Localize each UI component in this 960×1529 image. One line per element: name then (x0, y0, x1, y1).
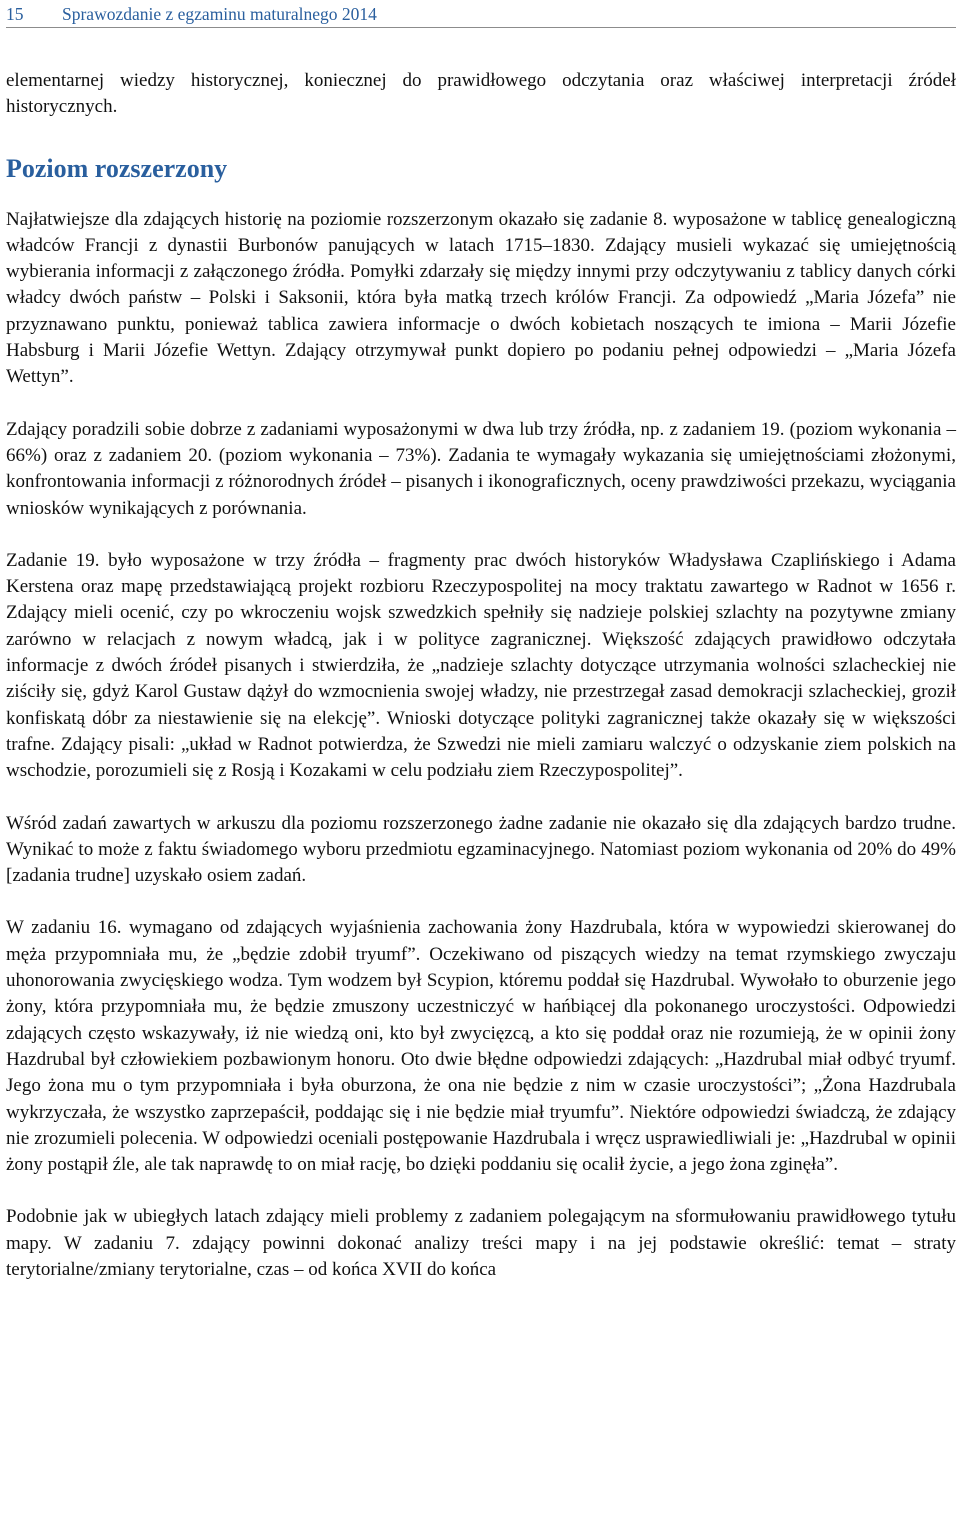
paragraph-task-16: W zadaniu 16. wymagano od zdających wyjaśnienia zachowania żony Hazdrubala, która w wypowiedzi skierowanej do męża przypomniała mu, że „będzie zdobił tryumf”. Oczekiwano od piszących wiedzy na temat rzymskiego zwyczaju uhonorowania zwycięskiego wodza. Tym wodzem był Scypion, któremu poddał się Hazdrubal. Wywołało to oburzenie jego żony, która przypomniała mu, że będzie zmuszony uczestniczyć w hańbiącej dla pokonanego uroczystości. Odpowiedzi zdających często wskazywały, iż nie wiedzą oni, kto był zwycięzcą, a kto się poddał oraz nie rozumieją, że w opinii żony Hazdrubal był człowiekiem pozbawionym honoru. Oto dwie błędne odpowiedzi zdających: „Hazdrubal miał odbyć tryumf. Jego żona mu o tym przypomniała i była oburzona, że ona nie będzie z nim w czasie uroczystości”; „Żona Hazdrubala wykrzyczała, że wszystko zaprzepaścił, poddając się i nie będzie miał tryumfu”. Niektóre odpowiedzi świadczą, że zdający nie zrozumieli polecenia. W odpowiedzi oceniali postępowanie Hazdrubala i wręcz usprawiedliwiali je: „Hazdrubal w opinii żony postąpił źle, ale tak naprawdę to on miał rację, bo dzięki poddaniu się ocalił życie, a jego żona zginęła”. (6, 917, 956, 1176)
paragraph-task-7: Podobnie jak w ubiegłych latach zdający mieli problemy z zadaniem polegającym na sformułowaniu prawidłowego tytułu mapy. W zadaniu 7. zdający powinni dokonać analizy treści mapy i na jej podstawie określić: temat – straty terytorialne/zmiany terytorialne, czas – od końca XVII do końca (6, 1206, 956, 1280)
document-body (6, 68, 956, 1283)
page-number: 15 (6, 4, 24, 24)
running-header (6, 0, 956, 28)
paragraph-difficulty: Wśród zadań zawartych w arkuszu dla poziomu rozszerzonego żadne zadanie nie okazało się dla zdających bardzo trudne. Wynikać to może z faktu świadomego wyboru przedmiotu egzaminacyjnego. Natomiast poziom wykonania od 20% do 49% [zadania trudne] uzyskało osiem zadań. (6, 812, 956, 887)
paragraph-task-19: Zadanie 19. było wyposażone w trzy źródła – fragmenty prac dwóch historyków Władysława Czaplińskiego i Adama Kerstena oraz mapę przedstawiającą projekt rozbioru Rzeczypospolitej na mocy traktatu zawartego w Radnot w 1656 r. Zdający mieli ocenić, czy po wkroczeniu wojsk szwedzkich spełniły się nadzieje polskiej szlachty na pozytywne zmiany zarówno w relacjach z nowym władcą, jak i w polityce zagranicznej. Większość zdających prawidłowo odczytała informacje z dwóch źródeł pisanych i stwierdziła, że „nadzieje szlachty dotyczące utrzymania wolności szlacheckiej nie ziściły się, gdyż Karol Gustaw dążył do wzmocnienia swojej władzy, nie przestrzegał zasad demokracji szlacheckiej, groził konfiskatą dóbr za niestawienie się na elekcję”. Wnioski dotyczące polityki zagranicznej także okazały się w większości trafne. Zdający pisali: „układ w Radnot potwierdza, że Szwedzi nie mieli zamiaru walczyć o odzyskanie ziem polskich na wschodzie, porozumieli się z Rosją i Kozakami w celu podziału ziem Rzeczypospolitej”. (6, 549, 956, 782)
document-page (6, 0, 956, 1283)
paragraph-tasks-19-20: Zdający poradzili sobie dobrze z zadaniami wyposażonymi w dwa lub trzy źródła, np. z zadaniem 19. (poziom wykonania – 66%) oraz z zadaniem 20. (poziom wykonania – 73%). Zadania te wymagały wykazania się umiejętnościami złożonymi, konfrontowania informacji z różnorodnych źródeł – pisanych i ikonograficznych, oceny prawdziwości przekazu, wyciągania wniosków wynikających z porównania. (6, 418, 956, 519)
paragraph-task-8: Najłatwiejsze dla zdających historię na poziomie rozszerzonym okazało się zadanie 8. wyposażone w tablicę genealogiczną władców Francji z dynastii Burbonów panujących w latach 1715–1830. Zdający musieli wykazać się umiejętnością wybierania informacji z załączonego źródła. Pomyłki zdarzały się między innymi przy odczytywaniu z tablicy danych córki władcy dwóch państw – Polski i Saksonii, która była matką trzech królów Francji. Za odpowiedź „Maria Józefa” nie przyznawano punktu, ponieważ tablica zawiera informacje o dwóch kobietach noszących te imiona – Marii Józefie Habsburg i Marii Józefie Wettyn. Zdający otrzymywał punkt dopiero po podaniu pełnej odpowiedzi – „Maria Józefa Wettyn”. (6, 208, 956, 388)
header-title: Sprawozdanie z egzaminu maturalnego 2014 (62, 4, 377, 24)
intro-paragraph: elementarnej wiedzy historycznej, koniecznej do prawidłowego odczytania oraz właściwej interpretacji źródeł historycznych. (6, 70, 956, 118)
section-title: Poziom rozszerzony (6, 153, 228, 183)
